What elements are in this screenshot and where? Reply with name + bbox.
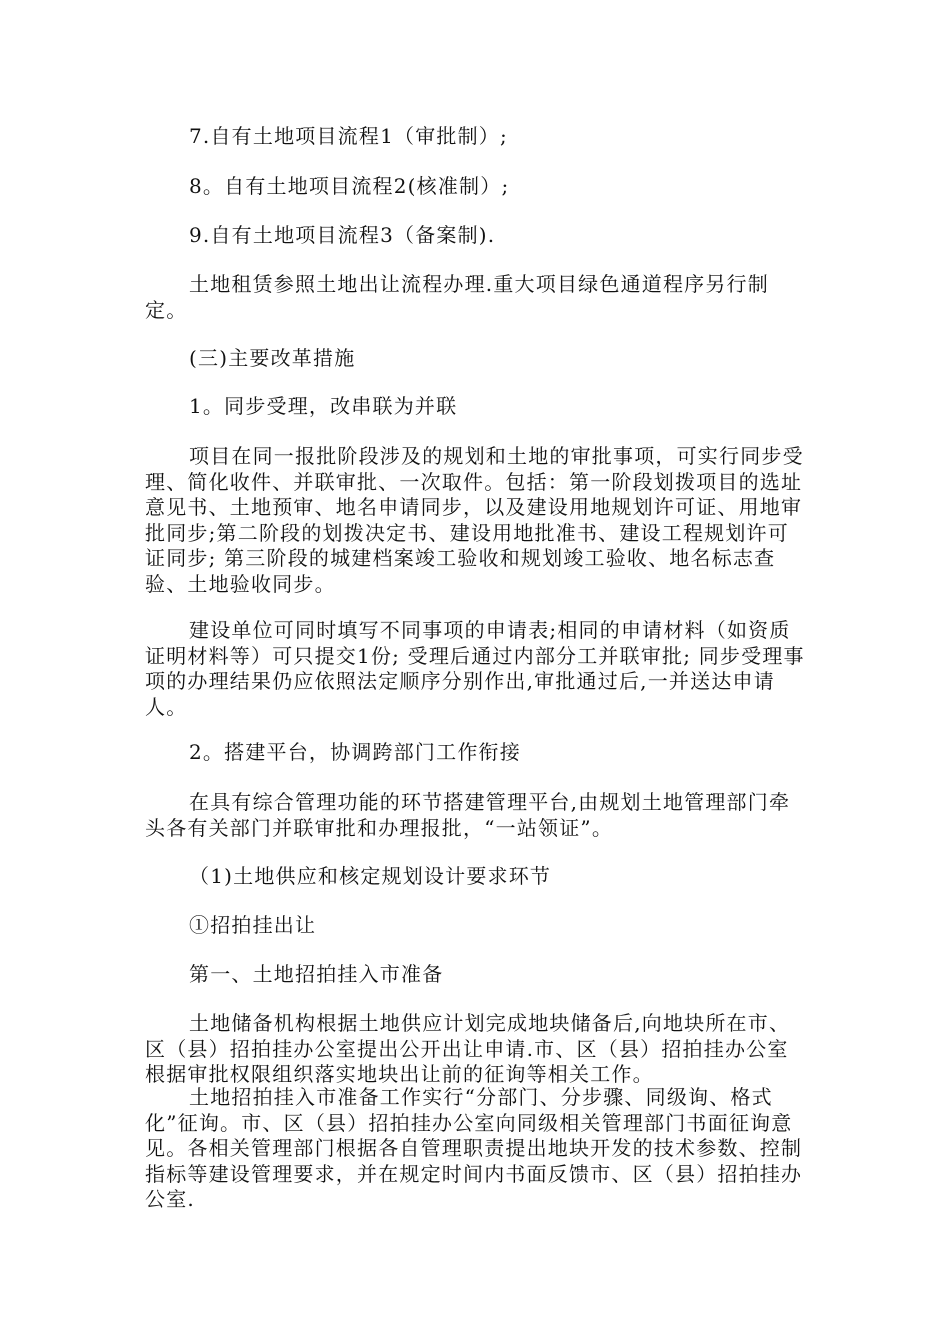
paragraph-reserve-agency: 土地储备机构根据土地供应计划完成地块储备后,向地块所在市、区（县）招拍挂办公室提出公开出让申请.市、区（县）招拍挂办公室根据审批权限组织落实地块出让前的征询等相关工作。 [145,1011,791,1086]
subheading-land-supply: （1)土地供应和核定规划设计要求环节 [189,864,552,888]
paragraph-land-lease: 土地租赁参照土地出让流程办理.重大项目绿色通道程序另行制定。 [145,272,769,322]
section-heading-reform: (三)主要改革措施 [189,346,356,370]
paragraph-platform: 在具有综合管理功能的环节搭建管理平台,由规划土地管理部门牵头各有关部门并联审批和办理报批，“一站领证”。 [145,790,791,840]
paragraph-sync-items: 项目在同一报批阶段涉及的规划和土地的审批事项，可实行同步受理、简化收件、并联审批、一次取件。包括：第一阶段划拨项目的选址意见书、土地预审、地名申请同步，以及建设用地规划许可证、用地审批同步;第二阶段的划拨决定书、建设用地批准书、建设工程规划许可证同步; 第三阶段的城建档案竣工验收和规划竣工验收、地名标志查验、土地验收同步。 [145,444,804,596]
paragraph-item-9: 9.自有土地项目流程3（备案制). [189,223,496,247]
paragraph-item-8: 8。自有土地项目流程2(核准制）; [189,174,510,198]
paragraph-item-7: 7.自有土地项目流程1（审批制）; [189,124,508,148]
paragraph-application-forms: 建设单位可同时填写不同事项的申请表;相同的申请材料（如资质证明材料等）可只提交1份; 受理后通过内部分工并联审批; 同步受理事项的办理结果仍应依照法定顺序分别作出,审批通过后,一并送达申请人。 [145,618,805,719]
subheading-sync-acceptance: 1。同步受理，改串联为并联 [189,394,458,418]
subheading-market-prep: 第一、土地招拍挂入市准备 [189,962,444,986]
paragraph-consultation: 土地招拍挂入市准备工作实行“分部门、分步骤、同级询、格式化”征询。市、区（县）招拍挂办公室向同级相关管理部门书面征询意见。各相关管理部门根据各自管理职责提出地块开发的技术参数、控制指标等建设管理要求，并在规定时间内书面反馈市、区（县）招拍挂办公室. [145,1085,803,1211]
subheading-auction-transfer: ①招拍挂出让 [189,913,317,937]
subheading-platform: 2。搭建平台，协调跨部门工作衔接 [189,740,521,764]
